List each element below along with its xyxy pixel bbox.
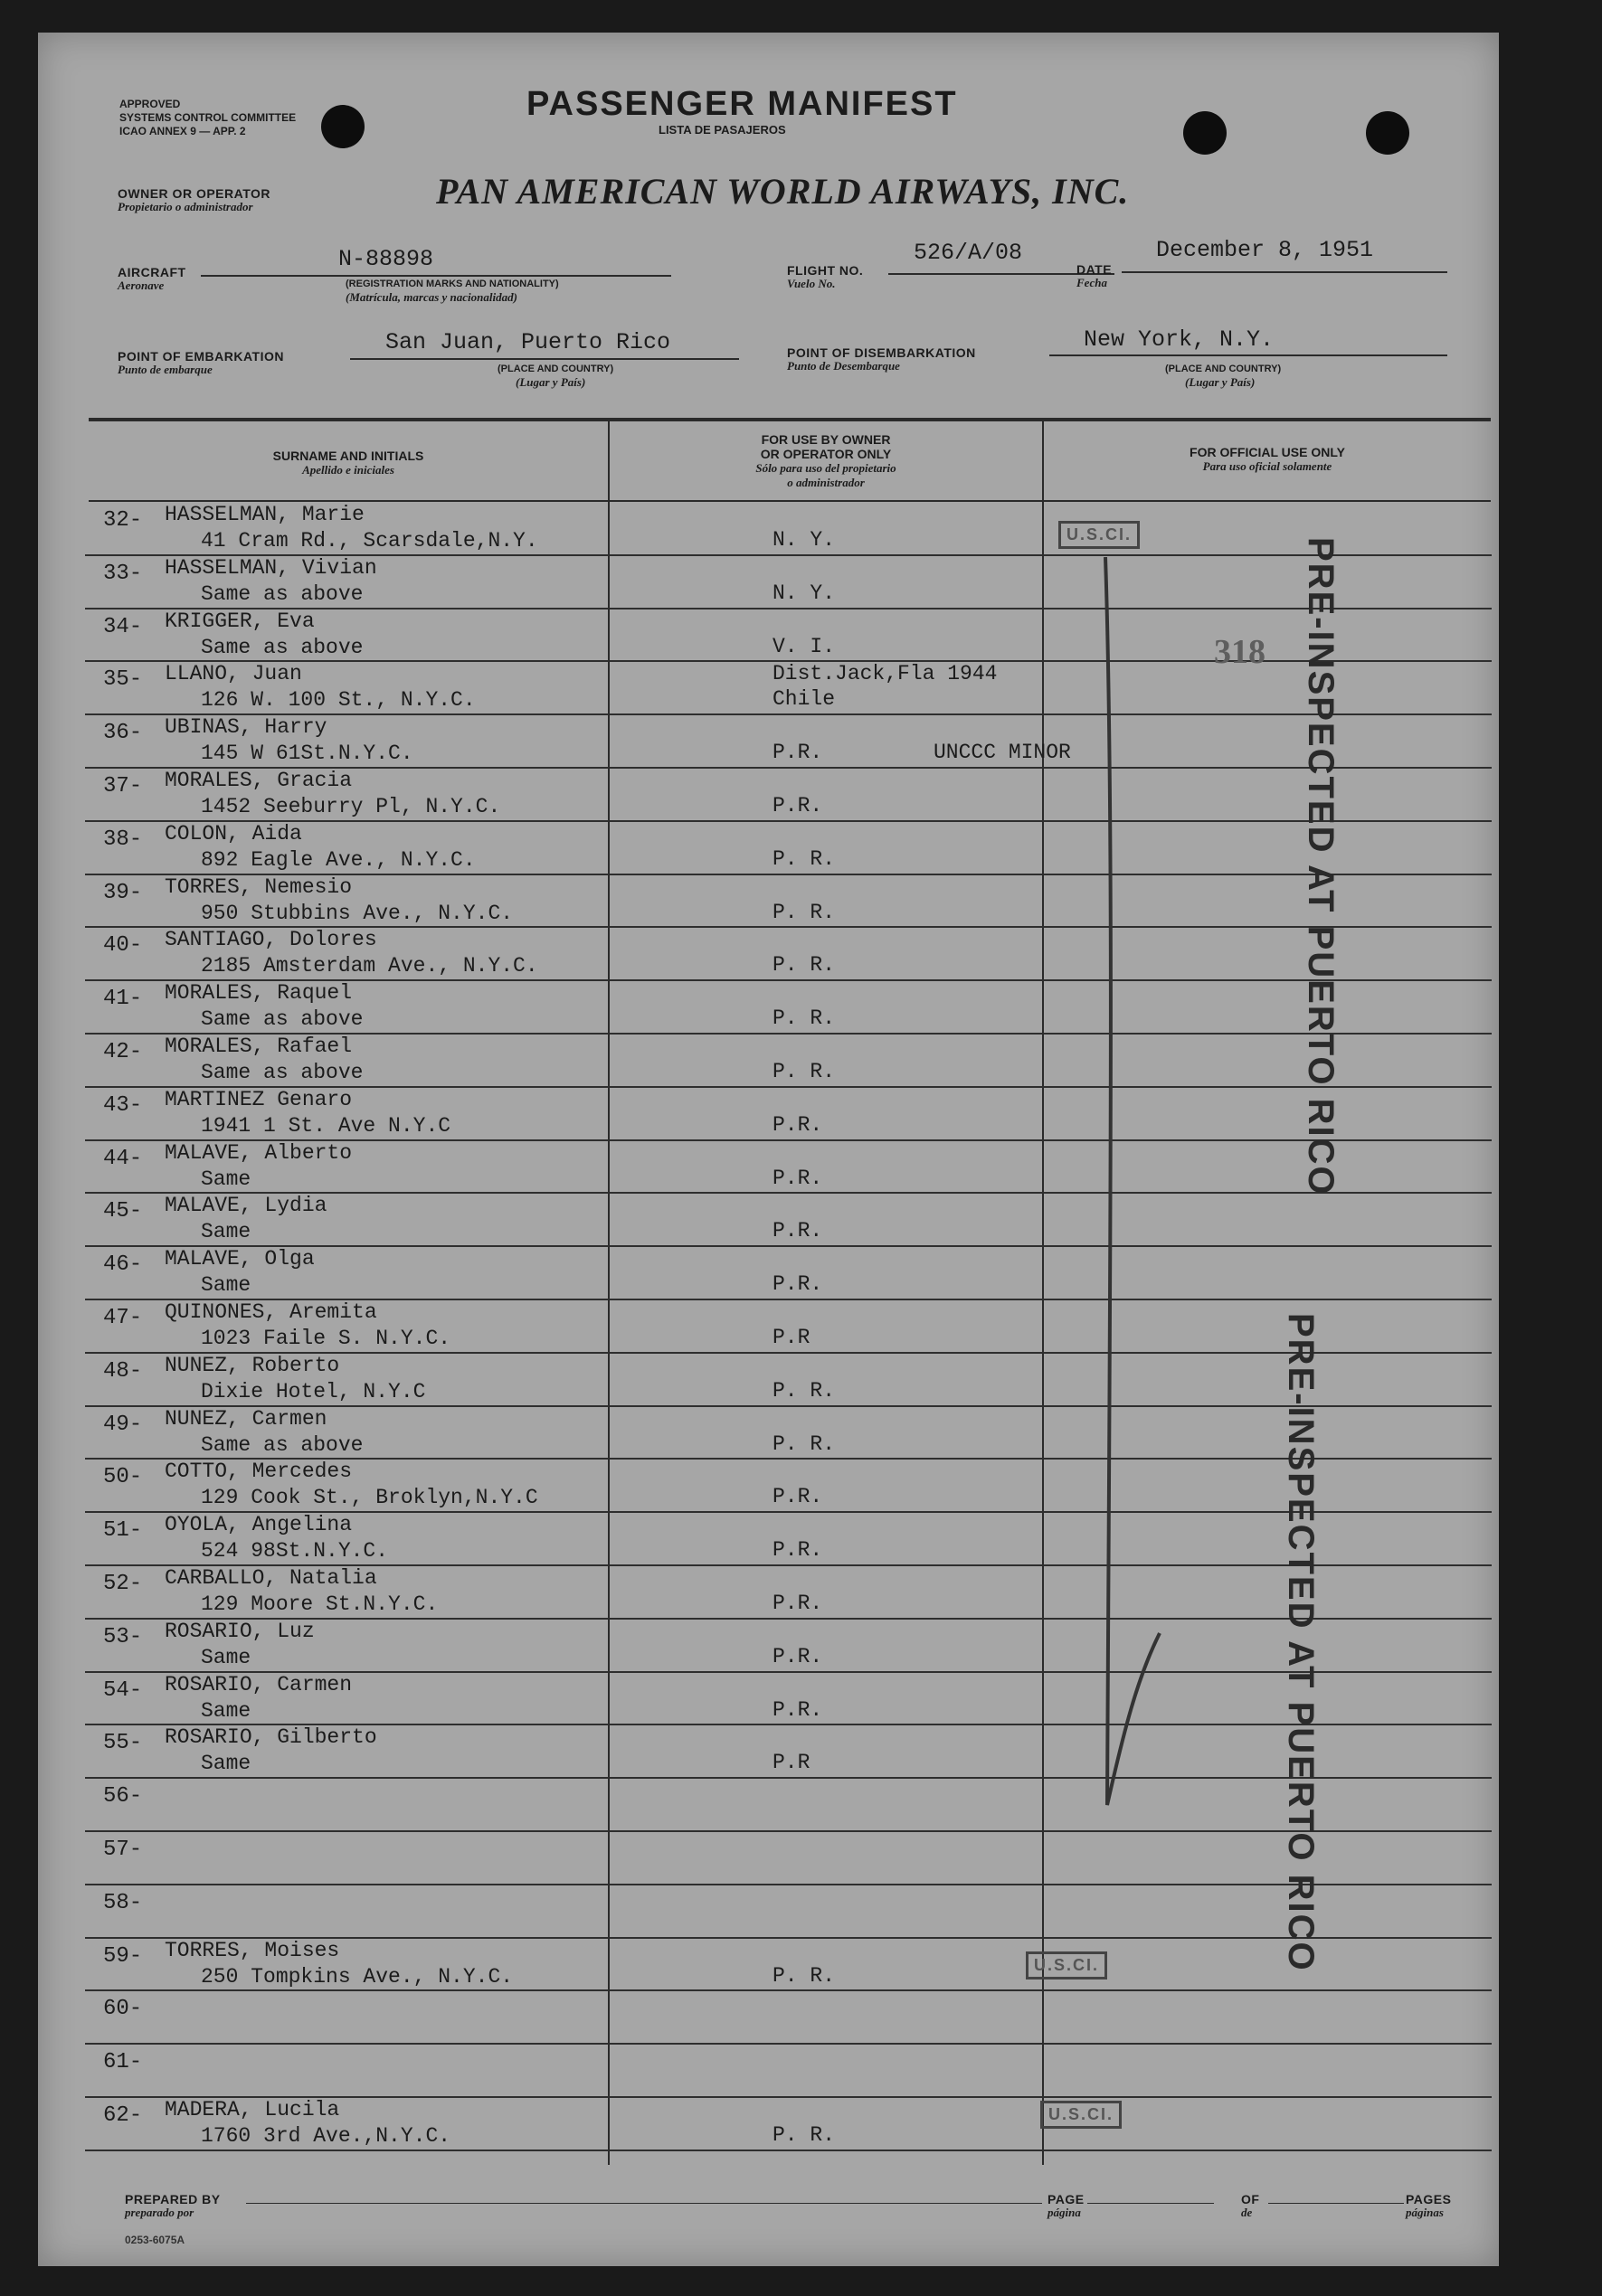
disembark-value: New York, N.Y. [1084, 326, 1275, 353]
row-number: 51- [103, 1518, 143, 1544]
row-number: 40- [103, 933, 143, 959]
row-number: 55- [103, 1731, 143, 1756]
passenger-address: Same as above [201, 1061, 364, 1084]
passenger-address: 1760 3rd Ave.,N.Y.C. [201, 2124, 451, 2148]
passenger-address: 250 Tompkins Ave., N.Y.C. [201, 1964, 514, 1989]
disembark-underline [1049, 354, 1447, 356]
manifest-sheet [38, 33, 1499, 2266]
row-number: 33- [103, 561, 143, 586]
owner-residence: P.R. [773, 1538, 823, 1563]
pencil-check-mark [1069, 557, 1196, 1823]
owner-residence: P.R. [773, 1166, 823, 1190]
passenger-address: Same [201, 1167, 251, 1191]
owner-remark: UNCCC MINOR [934, 741, 1071, 765]
us-ci-stamp-1: U.S.CI. [1058, 521, 1140, 549]
of-label-es: de [1241, 2206, 1253, 2219]
table-row [85, 981, 1492, 1035]
prepared-label-es: preparado por [125, 2206, 194, 2219]
passenger-address: Same as above [201, 581, 364, 606]
passenger-name: UBINAS, Harry [165, 715, 327, 740]
passenger-name: CARBALLO, Natalia [165, 1566, 377, 1590]
registration-note-es: (Matrícula, marcas y nacionalidad) [346, 290, 517, 304]
prepared-underline [246, 2203, 1042, 2204]
punch-hole-far-right [1366, 111, 1409, 155]
passenger-address: 1023 Faile S. N.Y.C. [201, 1327, 451, 1350]
passenger-name: COLON, Aida [165, 821, 302, 846]
owner-residence: P. R. [773, 953, 836, 978]
row-number: 50- [103, 1465, 143, 1490]
punch-hole-left [321, 105, 365, 148]
passenger-address: 126 W. 100 St., N.Y.C. [201, 688, 476, 713]
table-row [85, 1194, 1492, 1247]
passenger-address: Same as above [201, 1432, 364, 1457]
passenger-address: 1941 1 St. Ave N.Y.C [201, 1113, 451, 1138]
pages-label: PAGES [1406, 2192, 1452, 2206]
passenger-address: 950 Stubbins Ave., N.Y.C. [201, 901, 514, 925]
passenger-address: Same as above [201, 1007, 364, 1032]
row-number: 49- [103, 1412, 143, 1437]
row-number: 52- [103, 1572, 143, 1596]
row-number: 38- [103, 827, 143, 852]
owner-residence: P.R. [773, 1219, 823, 1243]
row-number: 42- [103, 1040, 143, 1064]
table-row [85, 928, 1492, 981]
row-number: 44- [103, 1146, 143, 1171]
approval-line-3: ICAO ANNEX 9 — APP. 2 [119, 125, 246, 137]
row-number: 56- [103, 1784, 143, 1809]
page-label-es: página [1047, 2206, 1081, 2219]
preinspected-stamp-1: PRE-INSPECTED AT PUERTO RICO [1301, 537, 1341, 1196]
table-row [85, 715, 1492, 769]
passenger-name: MARTINEZ Genaro [165, 1087, 353, 1111]
owner-residence: P. R. [773, 1378, 836, 1403]
flight-label-es: Vuelo No. [787, 277, 836, 290]
row-number: 61- [103, 2050, 143, 2075]
passenger-address: 892 Eagle Ave., N.Y.C. [201, 847, 476, 872]
passenger-name: MORALES, Rafael [165, 1035, 353, 1058]
row-number: 54- [103, 1677, 143, 1703]
owner-residence: P. R. [773, 846, 836, 871]
owner-residence: N. Y. [773, 528, 836, 552]
row-number: 53- [103, 1624, 143, 1649]
table-row [85, 662, 1492, 715]
owner-residence: P.R [773, 1326, 810, 1349]
date-value: December 8, 1951 [1156, 237, 1374, 263]
aircraft-value: N-88898 [338, 246, 434, 272]
row-number: 36- [103, 721, 143, 746]
passenger-name: NUNEZ, Roberto [165, 1353, 340, 1377]
owner-residence: P.R. [773, 1644, 823, 1668]
owner-residence: N. Y. [773, 581, 836, 605]
passenger-address: Same [201, 1752, 251, 1776]
col-owner-header [610, 432, 1042, 490]
form-number: 0253-6075A [125, 2234, 185, 2246]
flight-value: 526/A/08 [914, 240, 1023, 266]
disembark-place-note: (PLACE AND COUNTRY) [1165, 364, 1282, 374]
row-number: 43- [103, 1092, 143, 1118]
passenger-name: MALAVE, Lydia [165, 1194, 327, 1218]
row-number: 62- [103, 2103, 143, 2128]
embark-label: POINT OF EMBARKATION [118, 349, 284, 364]
row-number: 59- [103, 1943, 143, 1969]
table-row [85, 2098, 1492, 2151]
passenger-address: Same [201, 1273, 251, 1298]
approval-line-1: APPROVED [119, 98, 181, 110]
owner-residence: Chile [773, 687, 836, 712]
flight-label: FLIGHT NO. [787, 263, 864, 278]
owner-residence: P.R. [773, 1697, 823, 1722]
row-number: 47- [103, 1306, 143, 1330]
col-owner-title-2: OR OPERATOR ONLY [760, 447, 892, 461]
col-official-title-es: Para uso oficial solamente [1202, 459, 1332, 473]
passenger-name: TORRES, Nemesio [165, 874, 353, 899]
owner-label-es: Propietario o administrador [118, 200, 253, 213]
col-owner-title-es-2: o administrador [787, 476, 865, 489]
passenger-address: Same as above [201, 635, 364, 659]
row-number: 39- [103, 880, 143, 905]
embark-value: San Juan, Puerto Rico [385, 329, 671, 355]
owner-note: Dist.Jack,Fla 1944 [773, 662, 998, 686]
passenger-name: MORALES, Gracia [165, 769, 353, 792]
aircraft-label-es: Aeronave [118, 279, 165, 292]
table-row [85, 769, 1492, 822]
table-row [85, 822, 1492, 875]
table-row [85, 609, 1492, 663]
punch-hole-right [1183, 111, 1227, 155]
row-number: 60- [103, 1997, 143, 2022]
passenger-name: QUINONES, Aremita [165, 1300, 377, 1324]
of-label: OF [1241, 2192, 1260, 2206]
col-surname-title-es: Apellido e iniciales [302, 463, 394, 477]
col-surname-title: SURNAME AND INITIALS [272, 449, 424, 463]
owner-residence: P.R. [773, 1485, 823, 1509]
us-ci-stamp-3: U.S.CI. [1040, 2101, 1122, 2129]
table-row [85, 2045, 1492, 2098]
owner-residence: P. R. [773, 1963, 836, 1988]
owner-residence: P. R. [773, 1006, 836, 1031]
passenger-name: HASSELMAN, Vivian [165, 555, 377, 580]
owner-label: OWNER OR OPERATOR [118, 186, 270, 201]
row-number: 34- [103, 614, 143, 639]
embark-label-es: Punto de embarque [118, 363, 213, 376]
owner-residence: P. R. [773, 1060, 836, 1083]
owner-residence: P.R. [773, 1592, 823, 1615]
disembark-place-note-es: (Lugar y País) [1185, 375, 1256, 389]
passenger-address: 2185 Amsterdam Ave., N.Y.C. [201, 954, 538, 978]
passenger-address: Same [201, 1220, 251, 1244]
row-number: 57- [103, 1838, 143, 1862]
passenger-name: ROSARIO, Carmen [165, 1672, 353, 1696]
of-underline [1268, 2203, 1404, 2204]
row-rule [85, 2150, 1492, 2151]
passenger-address: Same [201, 1645, 251, 1669]
table-row [85, 556, 1492, 609]
owner-residence: V. I. [773, 634, 836, 658]
col-official-title: FOR OFFICIAL USE ONLY [1190, 445, 1345, 459]
embark-underline [350, 358, 739, 360]
passenger-name: ROSARIO, Luz [165, 1619, 315, 1643]
passenger-address: 1452 Seeburry Pl, N.Y.C. [201, 795, 501, 818]
preinspected-stamp-2: PRE-INSPECTED AT PUERTO RICO [1281, 1313, 1321, 1972]
date-label-es: Fecha [1076, 276, 1107, 289]
stamp-318: 318 [1214, 633, 1265, 671]
table-row [85, 875, 1492, 929]
row-number: 35- [103, 667, 143, 693]
page-label: PAGE [1047, 2192, 1085, 2206]
disembark-label: POINT OF DISEMBARKATION [787, 345, 976, 360]
passenger-name: SANTIAGO, Dolores [165, 928, 377, 952]
owner-residence: P.R [773, 1751, 810, 1775]
page-title: PASSENGER MANIFEST [526, 85, 958, 123]
col-official-header [1044, 445, 1491, 474]
passenger-name: HASSELMAN, Marie [165, 503, 365, 526]
page-underline [1087, 2203, 1214, 2204]
row-number: 46- [103, 1252, 143, 1278]
embark-place-note: (PLACE AND COUNTRY) [498, 364, 614, 374]
owner-value: PAN AMERICAN WORLD AIRWAYS, INC. [436, 171, 1130, 212]
aircraft-underline [201, 275, 671, 277]
owner-residence: P.R. [773, 1272, 823, 1297]
passenger-name: COTTO, Mercedes [165, 1460, 353, 1484]
passenger-address: 129 Cook St., Broklyn,N.Y.C [201, 1486, 538, 1510]
passenger-address: Dixie Hotel, N.Y.C [201, 1379, 426, 1403]
passenger-name: MADERA, Lucila [165, 2098, 340, 2121]
us-ci-stamp-2: U.S.CI. [1026, 1951, 1107, 1979]
passenger-address: 41 Cram Rd., Scarsdale,N.Y. [201, 529, 538, 553]
passenger-name: KRIGGER, Eva [165, 609, 315, 633]
passenger-name: LLANO, Juan [165, 662, 302, 686]
pages-label-es: páginas [1406, 2206, 1444, 2219]
passenger-name: TORRES, Moises [165, 1938, 340, 1962]
col-surname-header [89, 449, 608, 477]
owner-residence: P. R. [773, 1431, 836, 1456]
passenger-name: MALAVE, Alberto [165, 1140, 353, 1165]
approval-line-2: SYSTEMS CONTROL COMMITTEE [119, 111, 297, 124]
aircraft-label: AIRCRAFT [118, 265, 186, 279]
row-number: 48- [103, 1358, 143, 1384]
owner-residence: P.R. [773, 794, 823, 817]
owner-residence: P. R. [773, 900, 836, 924]
date-label: DATE [1076, 262, 1113, 277]
table-row [85, 1088, 1492, 1141]
row-number: 58- [103, 1890, 143, 1915]
row-number: 41- [103, 987, 143, 1012]
passenger-address: 145 W 61St.N.Y.C. [201, 742, 413, 766]
registration-note: (REGISTRATION MARKS AND NATIONALITY) [346, 279, 559, 289]
table-row [85, 1247, 1492, 1300]
row-number: 32- [103, 508, 143, 533]
passenger-address: 524 98St.N.Y.C. [201, 1539, 389, 1564]
header-bottom-rule [89, 500, 1491, 502]
table-row [85, 503, 1492, 556]
owner-residence: P.R. [773, 741, 823, 765]
col-owner-title-es-1: Sólo para uso del propietario [755, 461, 896, 475]
disembark-label-es: Punto de Desembarque [787, 359, 900, 373]
owner-residence: P.R. [773, 1112, 823, 1137]
table-row [85, 1141, 1492, 1195]
passenger-name: MORALES, Raquel [165, 981, 353, 1006]
embark-place-note-es: (Lugar y País) [516, 375, 586, 389]
table-row [85, 1991, 1492, 2045]
owner-residence: P. R. [773, 2123, 836, 2147]
passenger-address: 129 Moore St.N.Y.C. [201, 1592, 439, 1616]
prepared-label: PREPARED BY [125, 2192, 221, 2206]
row-number: 37- [103, 774, 143, 798]
date-underline [1122, 271, 1447, 273]
passenger-name: ROSARIO, Gilberto [165, 1725, 377, 1750]
approval-block [119, 98, 296, 138]
page-subtitle: LISTA DE PASAJEROS [659, 123, 786, 137]
row-number: 45- [103, 1199, 143, 1224]
passenger-name: OYOLA, Angelina [165, 1513, 353, 1537]
passenger-name: NUNEZ, Carmen [165, 1406, 327, 1431]
table-top-rule [89, 418, 1491, 421]
passenger-address: Same [201, 1698, 251, 1723]
col-owner-title-1: FOR USE BY OWNER [761, 432, 891, 447]
passenger-name: MALAVE, Olga [165, 1247, 315, 1271]
table-row [85, 1035, 1492, 1088]
